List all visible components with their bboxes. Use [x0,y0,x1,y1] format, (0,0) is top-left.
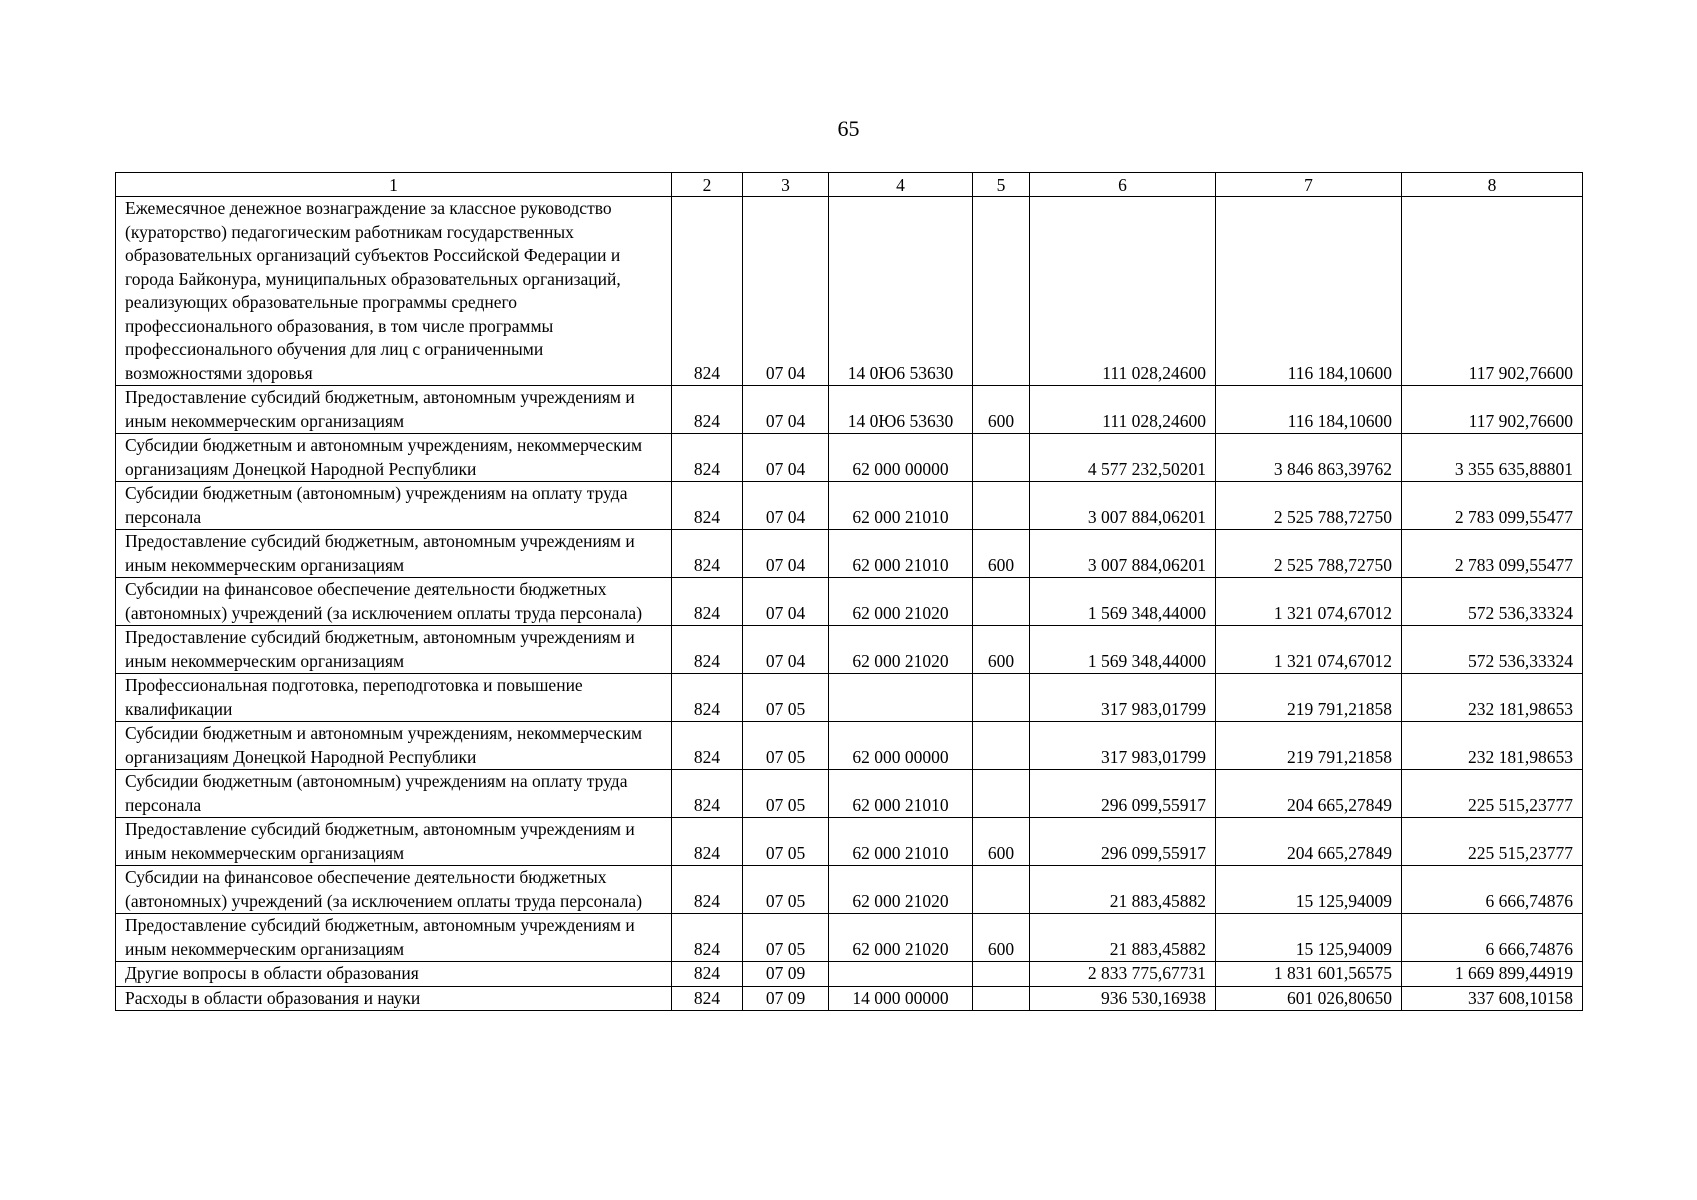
cell-sum-col6: 317 983,01799 [1030,674,1216,722]
cell-sum-col7: 2 525 788,72750 [1216,530,1402,578]
cell-section: 07 04 [743,626,829,674]
cell-name: Предоставление субсидий бюджетным, автономным учреждениям и иным некоммерческим организациям [116,626,672,674]
cell-sum-col6: 21 883,45882 [1030,866,1216,914]
row-subsidies-provision-21020-0704 [116,626,1583,674]
cell-sum-col8: 117 902,76600 [1402,197,1583,386]
header-cell-2: 2 [672,173,743,197]
cell-sum-col6: 296 099,55917 [1030,770,1216,818]
cell-sum-col8: 232 181,98653 [1402,674,1583,722]
cell-sum-col8: 572 536,33324 [1402,578,1583,626]
cell-sum-col7: 1 831 601,56575 [1216,962,1402,987]
row-subsidies-provision-14-0yu6 [116,386,1583,434]
row-subsidies-dnr-0704 [116,434,1583,482]
cell-sum-col8: 3 355 635,88801 [1402,434,1583,482]
cell-section: 07 05 [743,818,829,866]
cell-grbs: 824 [672,770,743,818]
cell-target-article: 62 000 00000 [829,434,973,482]
row-other-education-issues [116,962,1583,987]
cell-section: 07 04 [743,434,829,482]
cell-section: 07 05 [743,722,829,770]
cell-expense-type: 600 [973,386,1030,434]
cell-section: 07 05 [743,674,829,722]
cell-grbs: 824 [672,914,743,962]
cell-sum-col7: 116 184,10600 [1216,386,1402,434]
header-cell-3: 3 [743,173,829,197]
cell-name: Субсидии на финансовое обеспечение деятельности бюджетных (автономных) учреждений (за исключением оплаты труда персонала) [116,578,672,626]
cell-sum-col8: 572 536,33324 [1402,626,1583,674]
cell-expense-type [973,722,1030,770]
cell-section: 07 04 [743,482,829,530]
cell-target-article: 62 000 21010 [829,530,973,578]
cell-sum-col8: 337 608,10158 [1402,986,1583,1011]
cell-grbs: 824 [672,866,743,914]
cell-grbs: 824 [672,722,743,770]
row-professional-training [116,674,1583,722]
cell-sum-col6: 317 983,01799 [1030,722,1216,770]
cell-section: 07 04 [743,197,829,386]
cell-grbs: 824 [672,578,743,626]
cell-sum-col7: 204 665,27849 [1216,818,1402,866]
cell-name: Расходы в области образования и науки [116,986,672,1011]
cell-sum-col7: 601 026,80650 [1216,986,1402,1011]
cell-expense-type [973,434,1030,482]
cell-expense-type [973,962,1030,987]
header-cell-6: 6 [1030,173,1216,197]
cell-target-article: 62 000 21010 [829,818,973,866]
cell-name: Предоставление субсидий бюджетным, автономным учреждениям и иным некоммерческим организациям [116,914,672,962]
cell-sum-col6: 21 883,45882 [1030,914,1216,962]
cell-grbs: 824 [672,482,743,530]
cell-sum-col8: 2 783 099,55477 [1402,482,1583,530]
cell-section: 07 04 [743,386,829,434]
header-row [116,173,1583,197]
cell-sum-col6: 4 577 232,50201 [1030,434,1216,482]
cell-sum-col6: 111 028,24600 [1030,386,1216,434]
cell-sum-col6: 2 833 775,67731 [1030,962,1216,987]
cell-sum-col6: 3 007 884,06201 [1030,530,1216,578]
cell-expense-type [973,578,1030,626]
cell-grbs: 824 [672,818,743,866]
header-cell-7: 7 [1216,173,1402,197]
header-cell-5: 5 [973,173,1030,197]
cell-sum-col8: 117 902,76600 [1402,386,1583,434]
row-subsidies-payroll-0705 [116,770,1583,818]
cell-sum-col7: 15 125,94009 [1216,914,1402,962]
cell-expense-type: 600 [973,626,1030,674]
row-subsidies-payroll-0704 [116,482,1583,530]
cell-section: 07 05 [743,866,829,914]
cell-sum-col7: 1 321 074,67012 [1216,626,1402,674]
cell-name: Субсидии бюджетным и автономным учреждениям, некоммерческим организациям Донецкой Народной Республики [116,722,672,770]
cell-grbs: 824 [672,674,743,722]
table-body [116,197,1583,1011]
cell-sum-col8: 1 669 899,44919 [1402,962,1583,987]
table-header [116,173,1583,197]
cell-grbs: 824 [672,530,743,578]
row-subsidies-dnr-0705 [116,722,1583,770]
cell-expense-type: 600 [973,914,1030,962]
header-cell-1: 1 [116,173,672,197]
budget-table [115,172,1583,1011]
cell-target-article: 62 000 21020 [829,626,973,674]
row-monthly-class-teacher-reward [116,197,1583,386]
cell-sum-col7: 3 846 863,39762 [1216,434,1402,482]
row-subsidies-provision-21010-0705 [116,818,1583,866]
cell-name: Предоставление субсидий бюджетным, автономным учреждениям и иным некоммерческим организациям [116,818,672,866]
cell-grbs: 824 [672,197,743,386]
cell-target-article [829,962,973,987]
cell-name: Субсидии бюджетным (автономным) учреждениям на оплату труда персонала [116,770,672,818]
cell-target-article: 62 000 21020 [829,914,973,962]
cell-name: Ежемесячное денежное вознаграждение за классное руководство (кураторство) педагогическим работникам государственных образовательных организаций субъектов Российской Федерации и города Байконура, муниципальных образовательных организаций, реализующих образовательные программы среднего профессионального образования, в том числе программы профессионального обучения для лиц с ограниченными возможностями здоровья [116,197,672,386]
cell-sum-col7: 15 125,94009 [1216,866,1402,914]
cell-sum-col7: 204 665,27849 [1216,770,1402,818]
cell-target-article: 62 000 21010 [829,482,973,530]
cell-expense-type [973,986,1030,1011]
cell-name: Субсидии бюджетным и автономным учреждениям, некоммерческим организациям Донецкой Народной Республики [116,434,672,482]
cell-target-article: 62 000 21020 [829,578,973,626]
row-subsidies-provision-21010-0704 [116,530,1583,578]
cell-target-article: 62 000 21020 [829,866,973,914]
cell-sum-col8: 225 515,23777 [1402,770,1583,818]
cell-target-article: 14 000 00000 [829,986,973,1011]
cell-expense-type [973,674,1030,722]
cell-target-article [829,674,973,722]
cell-expense-type [973,866,1030,914]
cell-grbs: 824 [672,986,743,1011]
cell-section: 07 04 [743,578,829,626]
cell-name: Предоставление субсидий бюджетным, автономным учреждениям и иным некоммерческим организациям [116,386,672,434]
cell-sum-col6: 1 569 348,44000 [1030,578,1216,626]
cell-target-article: 14 0Ю6 53630 [829,197,973,386]
header-cell-4: 4 [829,173,973,197]
cell-expense-type: 600 [973,818,1030,866]
cell-target-article: 14 0Ю6 53630 [829,386,973,434]
page-number: 65 [837,116,860,141]
cell-sum-col6: 296 099,55917 [1030,818,1216,866]
cell-sum-col7: 116 184,10600 [1216,197,1402,386]
cell-sum-col7: 219 791,21858 [1216,674,1402,722]
cell-name: Предоставление субсидий бюджетным, автономным учреждениям и иным некоммерческим организациям [116,530,672,578]
cell-section: 07 04 [743,530,829,578]
row-education-science-expenses [116,986,1583,1011]
cell-grbs: 824 [672,962,743,987]
cell-sum-col7: 1 321 074,67012 [1216,578,1402,626]
cell-section: 07 05 [743,914,829,962]
cell-name: Субсидии на финансовое обеспечение деятельности бюджетных (автономных) учреждений (за исключением оплаты труда персонала) [116,866,672,914]
cell-sum-col8: 6 666,74876 [1402,914,1583,962]
cell-name: Профессиональная подготовка, переподготовка и повышение квалификации [116,674,672,722]
cell-grbs: 824 [672,386,743,434]
cell-sum-col6: 111 028,24600 [1030,197,1216,386]
cell-name: Другие вопросы в области образования [116,962,672,987]
cell-target-article: 62 000 00000 [829,722,973,770]
cell-sum-col8: 2 783 099,55477 [1402,530,1583,578]
cell-sum-col6: 3 007 884,06201 [1030,482,1216,530]
cell-grbs: 824 [672,626,743,674]
cell-expense-type [973,197,1030,386]
row-subsidies-operations-0705 [116,866,1583,914]
cell-expense-type [973,482,1030,530]
cell-section: 07 09 [743,986,829,1011]
cell-sum-col7: 219 791,21858 [1216,722,1402,770]
header-cell-8: 8 [1402,173,1583,197]
cell-sum-col7: 2 525 788,72750 [1216,482,1402,530]
cell-grbs: 824 [672,434,743,482]
cell-section: 07 09 [743,962,829,987]
cell-sum-col8: 225 515,23777 [1402,818,1583,866]
cell-target-article: 62 000 21010 [829,770,973,818]
row-subsidies-operations-0704 [116,578,1583,626]
cell-sum-col8: 232 181,98653 [1402,722,1583,770]
cell-name: Субсидии бюджетным (автономным) учреждениям на оплату труда персонала [116,482,672,530]
row-subsidies-provision-21020-0705 [116,914,1583,962]
cell-expense-type: 600 [973,530,1030,578]
cell-sum-col6: 936 530,16938 [1030,986,1216,1011]
cell-sum-col8: 6 666,74876 [1402,866,1583,914]
cell-section: 07 05 [743,770,829,818]
cell-sum-col6: 1 569 348,44000 [1030,626,1216,674]
cell-expense-type [973,770,1030,818]
